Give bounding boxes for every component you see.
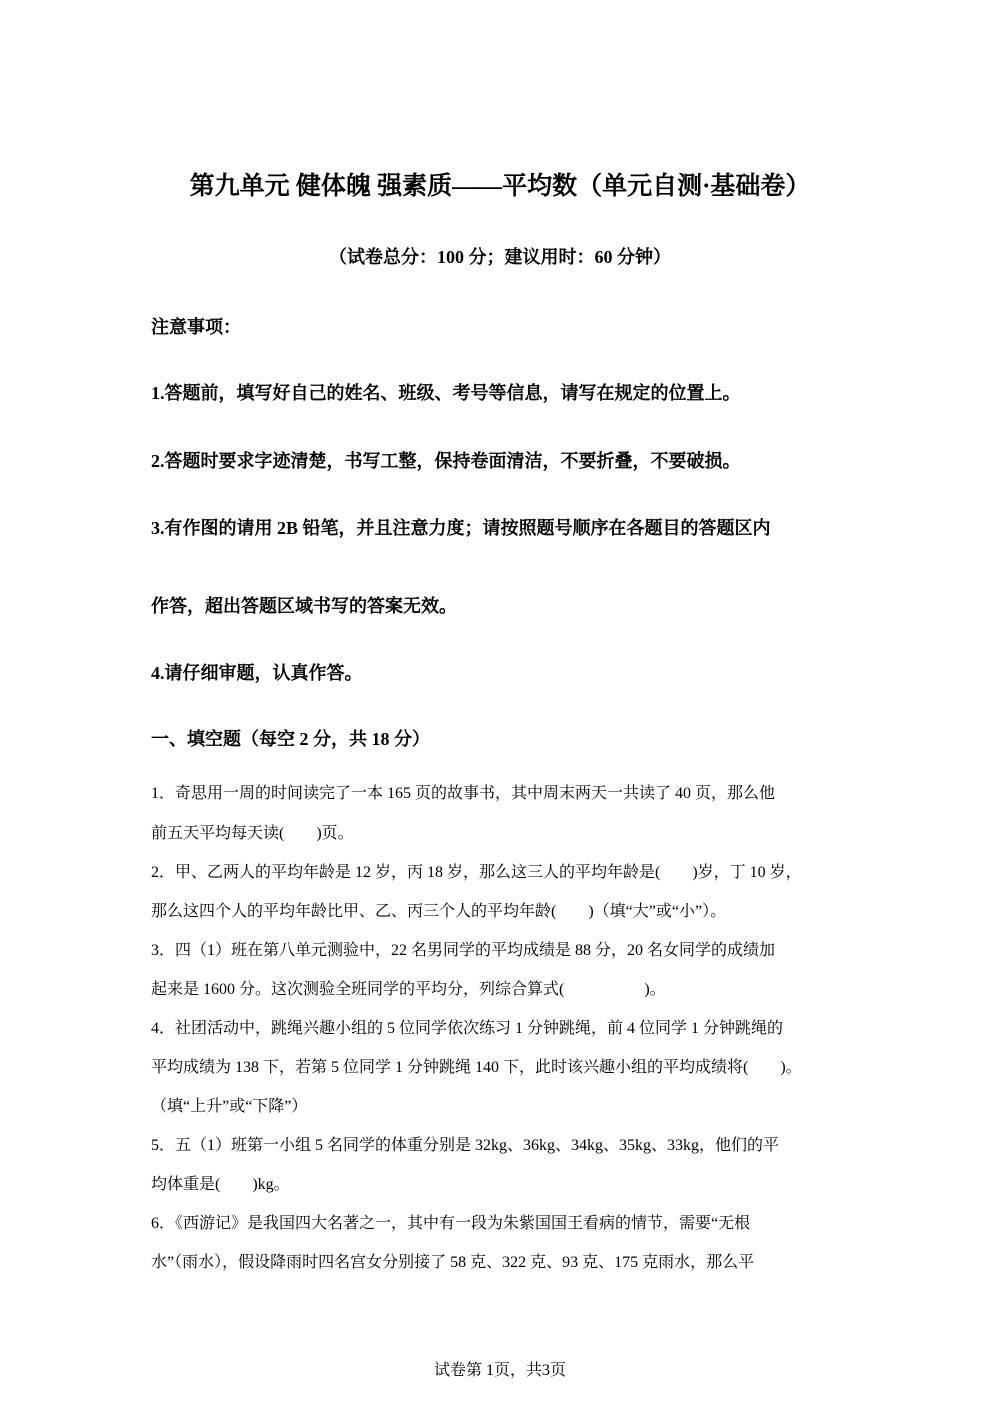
question-line: 1．奇思用一周的时间读完了一本 165 页的故事书，其中周末两天一共读了 40 页，那么他 [151,785,776,802]
notice-heading: 注意事项： [151,317,241,337]
question-line: 起来是 1600 分。这次测验全班同学的平均分，列综合算式( )。 [151,981,666,998]
notice-item: 作答，超出答题区域书写的答案无效。 [151,596,457,616]
question-line: 平均成绩为 138 下，若第 5 位同学 1 分钟跳绳 140 下，此时该兴趣小组的平均成绩将( )。 [151,1059,802,1076]
question-line: （填“上升”或“下降”） [151,1098,308,1115]
page-title: 第九单元 健体魄 强素质——平均数（单元自测·基础卷） [189,173,811,200]
notice-item: 1.答题前，填写好自己的姓名、班级、考号等信息，请写在规定的位置上。 [151,383,741,403]
notice-item: 3.有作图的请用 2B 铅笔，并且注意力度；请按照题号顺序在各题目的答题区内 [151,518,771,538]
question-line: 水”（雨水），假设降雨时四名宫女分别接了 58 克、322 克、93 克、175 克雨水，那么平 [151,1254,755,1271]
page-footer: 试卷第 1页，共3页 [433,1362,566,1379]
question-line: 那么这四个人的平均年龄比甲、乙、丙三个人的平均年龄( )（填“大”或“小”）。 [151,903,727,920]
question-line: 5．五（1）班第一小组 5 名同学的体重分别是 32kg、36kg、34kg、35kg、33kg，他们的平 [151,1137,780,1154]
notice-item: 4.请仔细审题，认真作答。 [151,663,363,683]
question-line: 6．《西游记》是我国四大名著之一，其中有一段为朱紫国国王看病的情节，需要“无根 [151,1215,751,1232]
question-line: 前五天平均每天读( )页。 [151,825,354,842]
question-line: 3．四（1）班在第八单元测验中，22 名男同学的平均成绩是 88 分，20 名女同学的成绩加 [151,942,776,959]
exam-info: （试卷总分：100 分；建议用时：60 分钟） [329,247,671,267]
notice-item: 2.答题时要求字迹清楚，书写工整，保持卷面清洁，不要折叠，不要破损。 [151,451,741,471]
question-line: 4．社团活动中，跳绳兴趣小组的 5 位同学依次练习 1 分钟跳绳，前 4 位同学 1 分钟跳绳的 [151,1020,784,1037]
question-line: 2．甲、乙两人的平均年龄是 12 岁，丙 18 岁，那么这三人的平均年龄是( )岁，丁 10 岁， [151,864,802,881]
section-heading: 一、填空题（每空 2 分，共 18 分） [151,729,430,749]
question-line: 均体重是( )kg。 [151,1176,290,1193]
